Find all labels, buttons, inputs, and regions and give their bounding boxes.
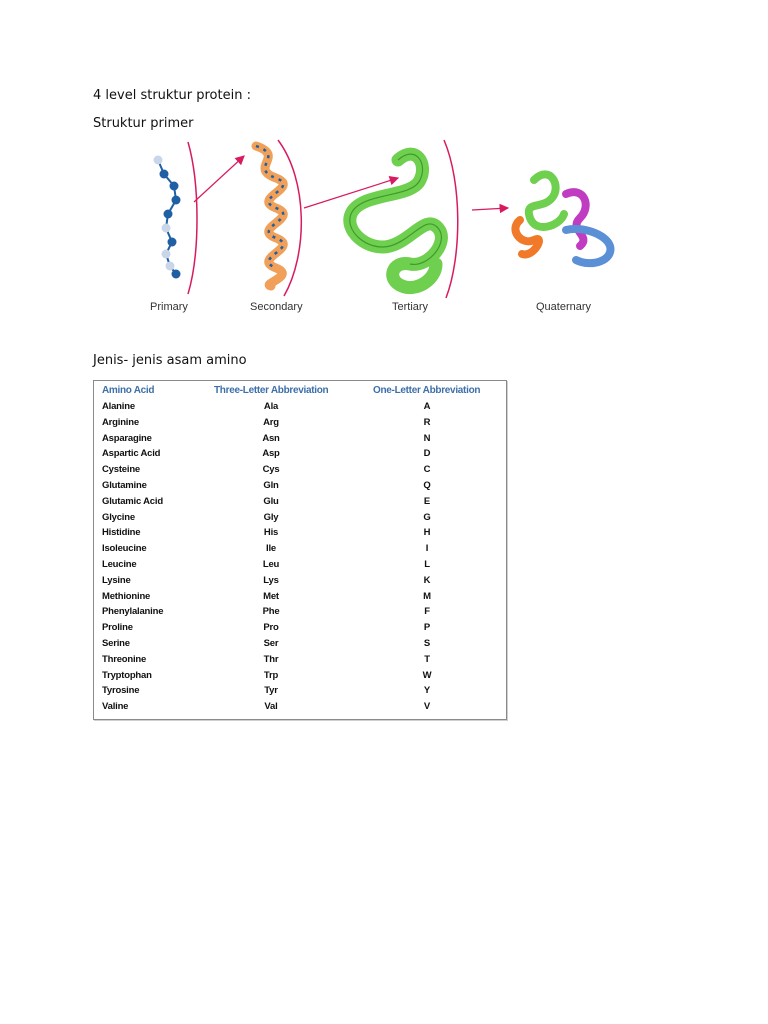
one-letter-code: A [423,401,431,412]
header-amino-acid: Amino Acid [102,385,155,396]
header-one-letter: One-Letter Abbreviation [373,385,481,396]
amino-acid-name: Tryptophan [102,669,152,681]
amino-acid-name: Leucine [102,559,137,570]
one-letter-code: R [423,416,431,428]
three-letter-code: Glu [263,495,279,507]
amino-acid-name: Valine [102,701,129,713]
one-letter-code: G [423,511,431,523]
amino-acid-table [93,380,507,720]
page-title: 4 level struktur protein : [93,88,251,103]
three-letter-code: Ile [266,543,276,555]
table-row [94,527,506,543]
amino-acid-name: Arginine [102,416,139,428]
one-letter-code: V [423,701,431,713]
three-letter-code: Trp [263,669,279,681]
table-row [94,433,506,449]
three-letter-code: Ala [263,401,279,412]
three-letter-code: Val [264,701,278,713]
one-letter-code: Q [423,480,431,491]
amino-acid-name: Lysine [102,574,131,586]
amino-acid-name: Serine [102,638,130,649]
section-heading-primer: Struktur primer [93,116,194,131]
amino-acid-name: Threonine [102,653,147,665]
amino-acid-name: Phenylalanine [102,606,164,618]
amino-acid-name: Asparagine [102,432,152,444]
three-letter-code: Gln [263,480,279,491]
one-letter-code: K [423,574,431,586]
table-row [94,401,506,417]
amino-acid-name: Proline [102,622,133,634]
secondary-structure-illustration [256,146,283,286]
one-letter-code: T [424,653,430,665]
table-row [94,464,506,480]
one-letter-code: Y [423,685,431,697]
three-letter-code: Phe [262,606,280,618]
one-letter-code: M [423,590,431,602]
one-letter-code: L [424,559,430,570]
three-letter-code: Met [263,590,279,602]
table-row [94,638,506,654]
protein-structure-figure [136,134,622,318]
amino-acid-name: Aspartic Acid [102,448,161,460]
table-row [94,543,506,559]
three-letter-code: Asn [262,432,280,444]
table-row [94,685,506,701]
three-letter-code: Thr [263,653,279,665]
section-heading-jenis: Jenis- jenis asam amino [93,353,247,368]
three-letter-code: Pro [263,622,279,634]
table-row [94,591,506,607]
amino-acid-name: Glutamine [102,480,147,491]
label-secondary: Secondary [250,301,303,313]
label-quaternary: Quaternary [536,301,592,313]
amino-acid-name: Isoleucine [102,543,147,555]
table-row [94,606,506,622]
one-letter-code: D [423,448,431,460]
table-row [94,701,506,717]
one-letter-code: P [423,622,431,634]
one-letter-code: E [423,495,431,507]
table-row [94,496,506,512]
table-row [94,622,506,638]
label-tertiary: Tertiary [392,301,429,313]
header-three-letter: Three-Letter Abbreviation [214,385,329,396]
table-row [94,559,506,575]
amino-acid-name: Histidine [102,527,141,539]
quaternary-structure-illustration [515,174,610,263]
three-letter-code: Ser [263,638,279,649]
amino-acid-name: Tyrosine [102,685,140,697]
table-row [94,417,506,433]
amino-acid-name: Methionine [102,590,151,602]
three-letter-code: Tyr [264,685,278,697]
table-row [94,654,506,670]
table-row [94,512,506,528]
amino-acid-name: Glycine [102,511,135,523]
tertiary-structure-illustration [350,154,442,287]
three-letter-code: Cys [262,464,280,476]
three-letter-code: Asp [262,448,280,460]
three-letter-code: His [263,527,279,539]
amino-acid-name: Glutamic Acid [102,495,163,507]
amino-acid-name: Alanine [102,401,135,412]
one-letter-code: N [423,432,431,444]
label-primary: Primary [150,301,188,313]
primary-structure-illustration [154,156,181,279]
amino-acid-name: Cysteine [102,464,141,476]
three-letter-code: Lys [263,574,279,586]
table-row [94,480,506,496]
three-letter-code: Arg [263,416,279,428]
three-letter-code: Leu [262,559,280,570]
table-row [94,575,506,591]
one-letter-code: W [422,669,432,681]
one-letter-code: F [424,606,430,618]
one-letter-code: C [423,464,431,476]
one-letter-code: I [425,543,429,555]
one-letter-code: H [423,527,431,539]
table-row [94,448,506,464]
three-letter-code: Gly [263,511,279,523]
table-row [94,670,506,686]
one-letter-code: S [423,638,431,649]
